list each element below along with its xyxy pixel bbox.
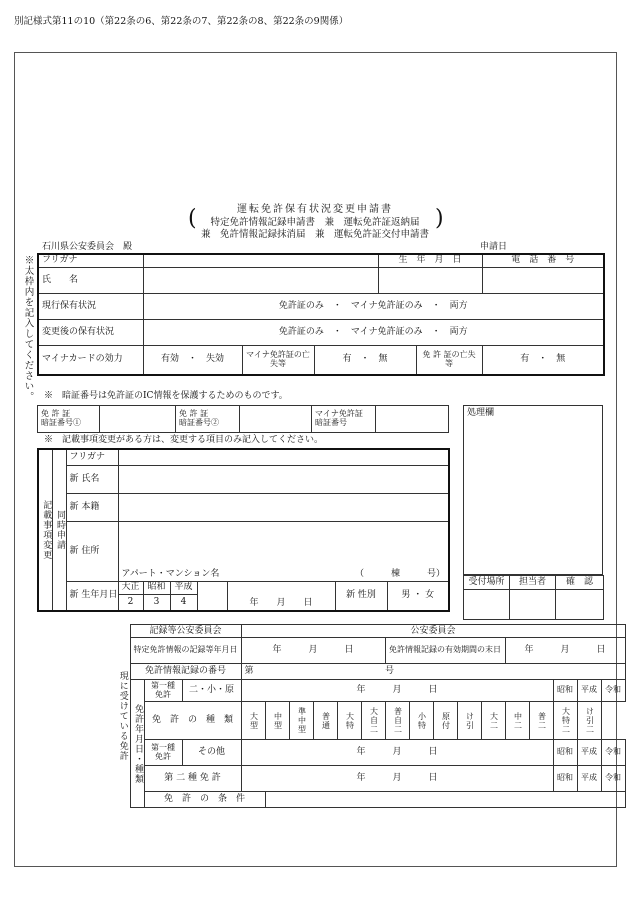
pin3-field[interactable] — [376, 406, 449, 433]
condition-label: 免 許 の 条 件 — [144, 792, 265, 808]
type-8[interactable]: 原付 — [433, 702, 457, 740]
title-line1: 特定免許情報記録申請書 兼 運転免許証返納届 — [210, 217, 420, 228]
change-table — [37, 448, 450, 612]
end-date-label: 免許情報記録の有効期間の末日 — [385, 638, 505, 664]
change-col1: 記載事項変更 — [38, 449, 52, 611]
pin3-label-b: 暗証番号 — [315, 418, 347, 427]
furigana-label: フリガナ — [38, 254, 143, 267]
side-note: ※太枠内を記入してください。 — [22, 255, 34, 402]
birth-label: 生 年 月 日 — [378, 254, 482, 267]
new-sex-label: 新 性別 — [335, 581, 387, 611]
first-class-label: 第一種免許 — [144, 680, 182, 702]
after-status-label: 変更後の保有状況 — [38, 319, 143, 345]
reception-table — [463, 575, 604, 620]
building-label: （ 棟 号） — [355, 568, 446, 579]
reception-label: 受付場所 — [464, 576, 510, 590]
kind-label: 免 許 の 種 類 — [144, 702, 241, 740]
myna-lost-label: マイナ免許証の亡失等 — [242, 345, 314, 375]
new-birth-ymd[interactable]: 年 月 日 — [227, 581, 335, 611]
new-address-label: 新 住所 — [66, 521, 118, 581]
era-taisho: 大正 — [118, 581, 143, 594]
era2-c: 平成 — [577, 766, 601, 792]
addressee: 石川県公安委員会 殿 — [42, 242, 133, 252]
pin-table — [37, 405, 449, 433]
type-4[interactable]: 大特 — [337, 702, 361, 740]
type-7[interactable]: 小特 — [409, 702, 433, 740]
new-honseki-field[interactable] — [118, 493, 449, 521]
applicant-table — [37, 253, 605, 376]
pin1-label-a: 免 許 証 — [41, 409, 71, 419]
second-date-field[interactable]: 年 月 日 — [241, 766, 553, 792]
left-paren: ( — [188, 206, 197, 231]
pin3-label-a: マイナ免許証 — [315, 409, 363, 419]
pin2-label-a: 免 許 証 — [179, 409, 209, 419]
type-2[interactable]: 準中型 — [289, 702, 313, 740]
era3: 令和 — [601, 680, 625, 702]
mynacard-options[interactable]: 有効 ・ 失効 — [143, 345, 242, 375]
new-name-field[interactable] — [118, 465, 449, 493]
era-num-4[interactable]: 4 — [170, 594, 197, 611]
commission-field[interactable]: 公安委員会 — [241, 625, 625, 638]
type-9[interactable]: け引 — [457, 702, 481, 740]
lic-lost-label: 免 許 証の亡失等 — [416, 345, 482, 375]
apartment-label: アパート・マンション名 — [121, 568, 220, 579]
right-paren: ) — [435, 206, 444, 231]
era3-b: 令和 — [601, 740, 625, 766]
birth-field[interactable] — [378, 267, 482, 293]
name-label: 氏 名 — [38, 267, 143, 293]
type-0[interactable]: 大型 — [241, 702, 265, 740]
phone-label: 電 話 番 号 — [482, 254, 604, 267]
pin1-field[interactable] — [100, 406, 176, 433]
myna-lost-options[interactable]: 有 ・ 無 — [314, 345, 416, 375]
type-13[interactable]: 大特二 — [553, 702, 577, 740]
form-reference: 別記様式第11の10（第22条の6、第22条の7、第22条の8、第22条の9関係） — [14, 16, 349, 27]
license-table — [114, 624, 626, 808]
era2-b: 平成 — [577, 740, 601, 766]
type-10[interactable]: 大二 — [481, 702, 505, 740]
person-field[interactable] — [510, 590, 556, 620]
new-name-label: 新 氏名 — [66, 465, 118, 493]
after-status-options[interactable]: 免許証のみ ・ マイナ免許証のみ ・ 両方 — [143, 319, 604, 345]
person-label: 担当者 — [510, 576, 556, 590]
reception-field[interactable] — [464, 590, 510, 620]
pin-note: ※ 暗証番号は免許証のIC情報を保護するためのものです。 — [44, 391, 288, 401]
name-field[interactable] — [143, 267, 378, 293]
condition-field[interactable] — [265, 792, 625, 808]
change-col2: 同時申請 — [52, 449, 66, 611]
era1-b: 昭和 — [553, 740, 577, 766]
commission-label: 記録等公安委員会 — [130, 625, 241, 638]
era1: 昭和 — [553, 680, 577, 702]
first-other-label: 第一種免許 — [144, 740, 182, 766]
change-furigana-field[interactable] — [118, 449, 449, 465]
first-date-field[interactable]: 年 月 日 — [241, 680, 553, 702]
type-5[interactable]: 大自二 — [361, 702, 385, 740]
pin1-label-b: 暗証番号① — [41, 418, 81, 427]
era1-c: 昭和 — [553, 766, 577, 792]
record-no-field[interactable]: 号 — [265, 664, 625, 680]
mynacard-label: マイナカードの効力 — [38, 345, 143, 375]
new-honseki-label: 新 本籍 — [66, 493, 118, 521]
record-no-label: 免許情報記録の番号 — [130, 664, 241, 680]
era-num-2[interactable]: 2 — [118, 594, 143, 611]
change-furigana-label: フリガナ — [66, 449, 118, 465]
other-date-field[interactable]: 年 月 日 — [241, 740, 553, 766]
confirm-field[interactable] — [556, 590, 604, 620]
processing-title: 処理欄 — [467, 408, 495, 418]
type-12[interactable]: 普二 — [529, 702, 553, 740]
license-side-label: 現に受けている免許 — [114, 625, 130, 808]
type-1[interactable]: 中型 — [265, 702, 289, 740]
type-3[interactable]: 普通 — [313, 702, 337, 740]
type-11[interactable]: 中二 — [505, 702, 529, 740]
new-address-field[interactable] — [118, 521, 449, 581]
new-sex-options[interactable]: 男 ・ 女 — [387, 581, 449, 611]
lic-lost-options[interactable]: 有 ・ 無 — [482, 345, 604, 375]
phone-field[interactable] — [482, 267, 604, 293]
type-14[interactable]: け引二 — [577, 702, 601, 740]
title-line2: 兼 免許情報記録抹消届 兼 運転免許証交付申請書 — [200, 229, 429, 240]
era3-c: 令和 — [601, 766, 625, 792]
processing-box — [463, 405, 603, 575]
end-date-field[interactable]: 年 月 日 — [505, 638, 625, 664]
new-birth-label: 新 生年月日 — [66, 581, 118, 611]
era2: 平成 — [577, 680, 601, 702]
nisho-label: 二・小・原 — [182, 680, 241, 702]
date-col-label: 免許年月日・種類 — [130, 680, 144, 808]
second-class-label: 第 二 種 免 許 — [144, 766, 241, 792]
change-note: ※ 記載事項変更がある方は、変更する項目のみ記入してください。 — [44, 435, 324, 445]
pin2-label-b: 暗証番号② — [179, 418, 219, 427]
current-status-label: 現行保有状況 — [38, 293, 143, 319]
era-heisei: 平成 — [170, 581, 197, 594]
apply-date: 申請日 — [480, 242, 508, 252]
form-title: 運転免許保有状況変更申請書 — [237, 204, 393, 215]
record-date-label: 特定免許情報の記録等年月日 — [130, 638, 241, 664]
furigana-field[interactable] — [143, 254, 378, 267]
era-num-3[interactable]: 3 — [143, 594, 170, 611]
type-6[interactable]: 普自二 — [385, 702, 409, 740]
era-showa: 昭和 — [143, 581, 170, 594]
pin2-field[interactable] — [240, 406, 312, 433]
sonota-label: その他 — [182, 740, 241, 766]
confirm-label: 確 認 — [556, 576, 604, 590]
record-date-field[interactable]: 年 月 日 — [241, 638, 385, 664]
record-no-dai: 第 — [241, 664, 265, 680]
current-status-options[interactable]: 免許証のみ ・ マイナ免許証のみ ・ 両方 — [143, 293, 604, 319]
